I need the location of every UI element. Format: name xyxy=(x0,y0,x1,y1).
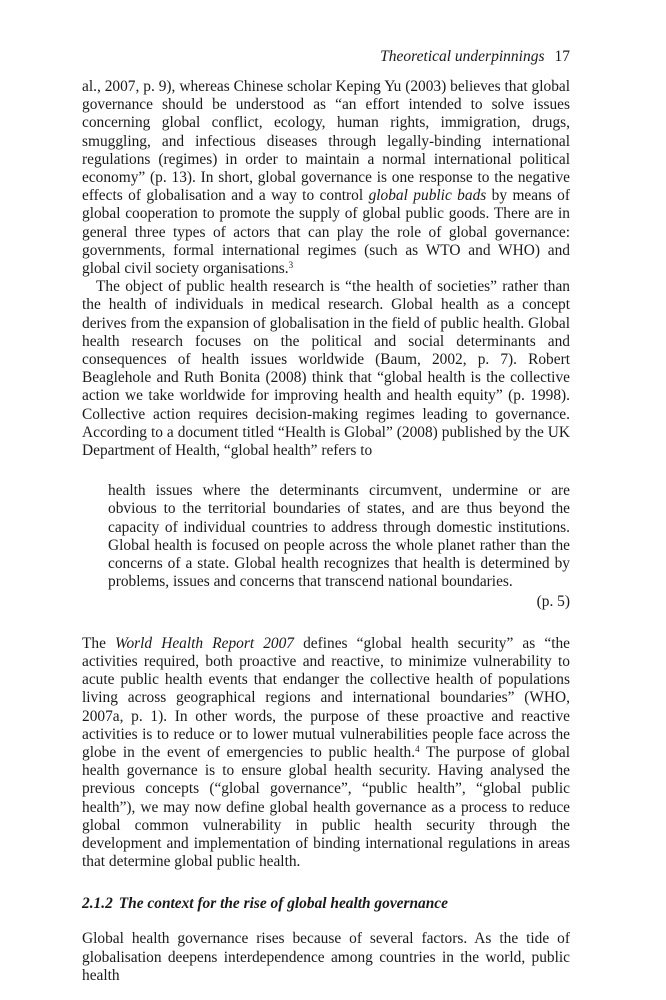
footnote-marker[interactable]: 3 xyxy=(288,260,294,271)
section-title: The context for the rise of global health governance xyxy=(118,895,448,913)
section-number: 2.1.2 xyxy=(82,895,113,913)
block-quote-citation: (p. 5) xyxy=(536,593,570,611)
paragraph-global-governance xyxy=(82,78,570,278)
block-quote xyxy=(108,482,570,611)
section-heading xyxy=(82,895,570,913)
emphasis-text: World Health Report 2007 xyxy=(115,634,294,652)
body-text xyxy=(82,78,570,985)
paragraph-text: The xyxy=(82,634,116,652)
paragraph-text: by means of global cooperation to promote the supply of global public goods. There are in general three types of actors that can play the role of global governance: governments, formal international regimes (such as WTO and WHO) and global civil society organisations. xyxy=(82,187,570,278)
block-quote-text: health issues where the determinants circumvent, undermine or are obvious to the territorial boundaries of states, and are thus beyond the capacity of individual countries to address through domestic institutions. Global health is focused on people across the whole planet rather than the concerns of a state. Global health recognizes that health is determined by problems, issues and concerns that transcend national boundaries. xyxy=(108,482,570,591)
paragraph-health-security xyxy=(82,635,570,872)
emphasis-text: global public bads xyxy=(368,187,487,205)
paragraph-text: al., 2007, p. 9), whereas Chinese scholar Keping Yu (2003) believes that global governance should be understood as “an effort intended to solve issues concerning global conflict, ecology, human rights, immigration, drugs, smuggling, and infectious diseases through legally-binding international regulations (regimes) in order to maintain a normal international political economy” (p. 13). In short, global governance is one response to the negative effects of globalisation and a way to control xyxy=(82,78,570,205)
footnote-marker[interactable]: 4 xyxy=(415,743,420,754)
paragraph-text: The purpose of global health governance is to ensure global health security. Having analysed the previous concepts (“global governance”, “public health”, “global public health”), we may now define global health governance as a process to reduce global common vulnerability in public health security through the development and implementation of binding international regulations in areas that determine global public health. xyxy=(82,743,571,871)
paragraph-public-health: The object of public health research is “the health of societies” rather than the health of individuals in medical research. Global health as a concept derives from the expansion of globalisation in the field of public health. Global health research focuses on the political and social determinants and consequences of health issues worldwide (Baum, 2002, p. 7). Robert Beaglehole and Ruth Bonita (2008) think that “global health is the collective action we take worldwide for improving health and health equity” (p. 1998). Collective action requires decision-making regimes leading to governance. According to a document titled “Health is Global” (2008) published by the UK Department of Health, “global health” refers to xyxy=(82,278,570,460)
page-number: 17 xyxy=(554,48,570,65)
running-head xyxy=(82,48,570,66)
paragraph-context: Global health governance rises because of several factors. As the tide of globalisation deepens interdependence among countries in the world, public health xyxy=(82,930,570,984)
running-head-title: Theoretical underpinnings xyxy=(380,48,545,65)
paragraph-text: defines “global health security” as “the activities required, both proactive and reactive, to minimize vulnerability to acute public health events that endanger the collective health of populations living across geographical regions and international boundaries” (WHO, 2007a, p. 1). In other words, the purpose of these proactive and reactive activities is to reduce or to lower mutual vulnerabilities people face across the globe in the event of emergencies to public health. xyxy=(82,634,570,761)
